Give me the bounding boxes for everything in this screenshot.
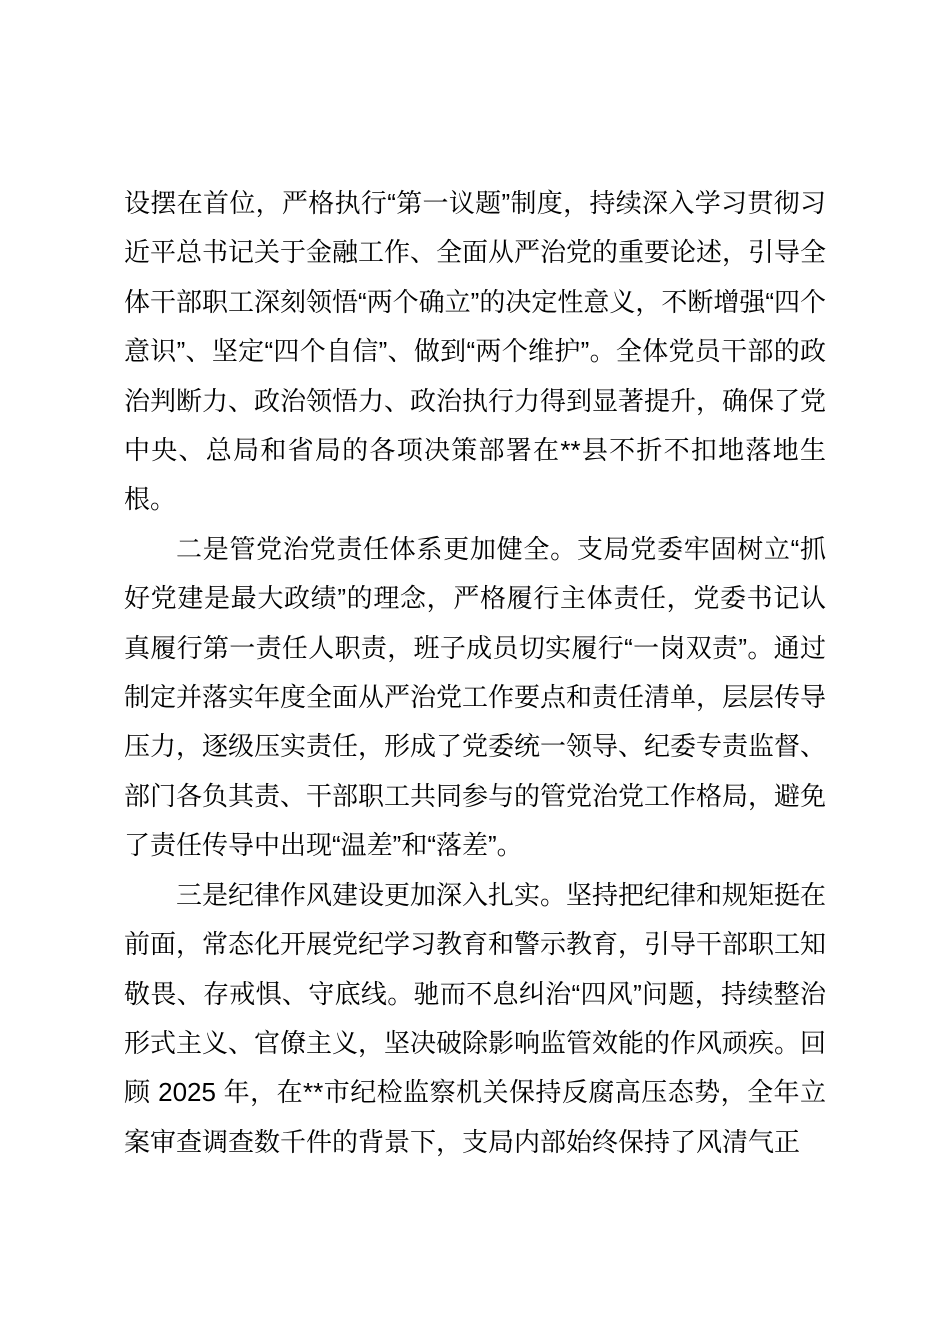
paragraph-responsibility-system: 二是管党治党责任体系更加健全。支局党委牢固树立“抓好党建是最大政绩”的理念，严格履行主体责任，党委书记认真履行第一责任人职责，班子成员切实履行“一岗双责”。通过制定并落实年度全面从严治党工作要点和责任清单，层层传导压力，逐级压实责任，形成了党委统一领导、纪委专责监督、部门各负其责、干部职工共同参与的管党治党工作格局，避免了责任传导中出现“温差”和“落差”。 xyxy=(124,533,827,861)
paragraph-discipline-workstyle: 三是纪律作风建设更加深入扎实。坚持把纪律和规矩挺在前面，常态化开展党纪学习教育和警示教育，引导干部职工知敬畏、存戒惧、守底线。驰而不息纠治“四风”问题，持续整治形式主义、官僚主义，坚决破除影响监管效能的作风顽疾。回顾 2025 年，在**市纪检监察机关保持反腐高压态势，全年立案审查调查数千件的背景下，支局内部始终保持了风清气正 xyxy=(124,879,827,1157)
paragraph-political-building: 设摆在首位，严格执行“第一议题”制度，持续深入学习贯彻习近平总书记关于金融工作、全面从严治党的重要论述，引导全体干部职工深刻领悟“两个确立”的决定性意义，不断增强“四个意识”、坚定“四个自信”、做到“两个维护”。全体党员干部的政治判断力、政治领悟力、政治执行力得到显著提升，确保了党中央、总局和省局的各项决策部署在**县不折不扣地落地生根。 xyxy=(124,188,827,515)
